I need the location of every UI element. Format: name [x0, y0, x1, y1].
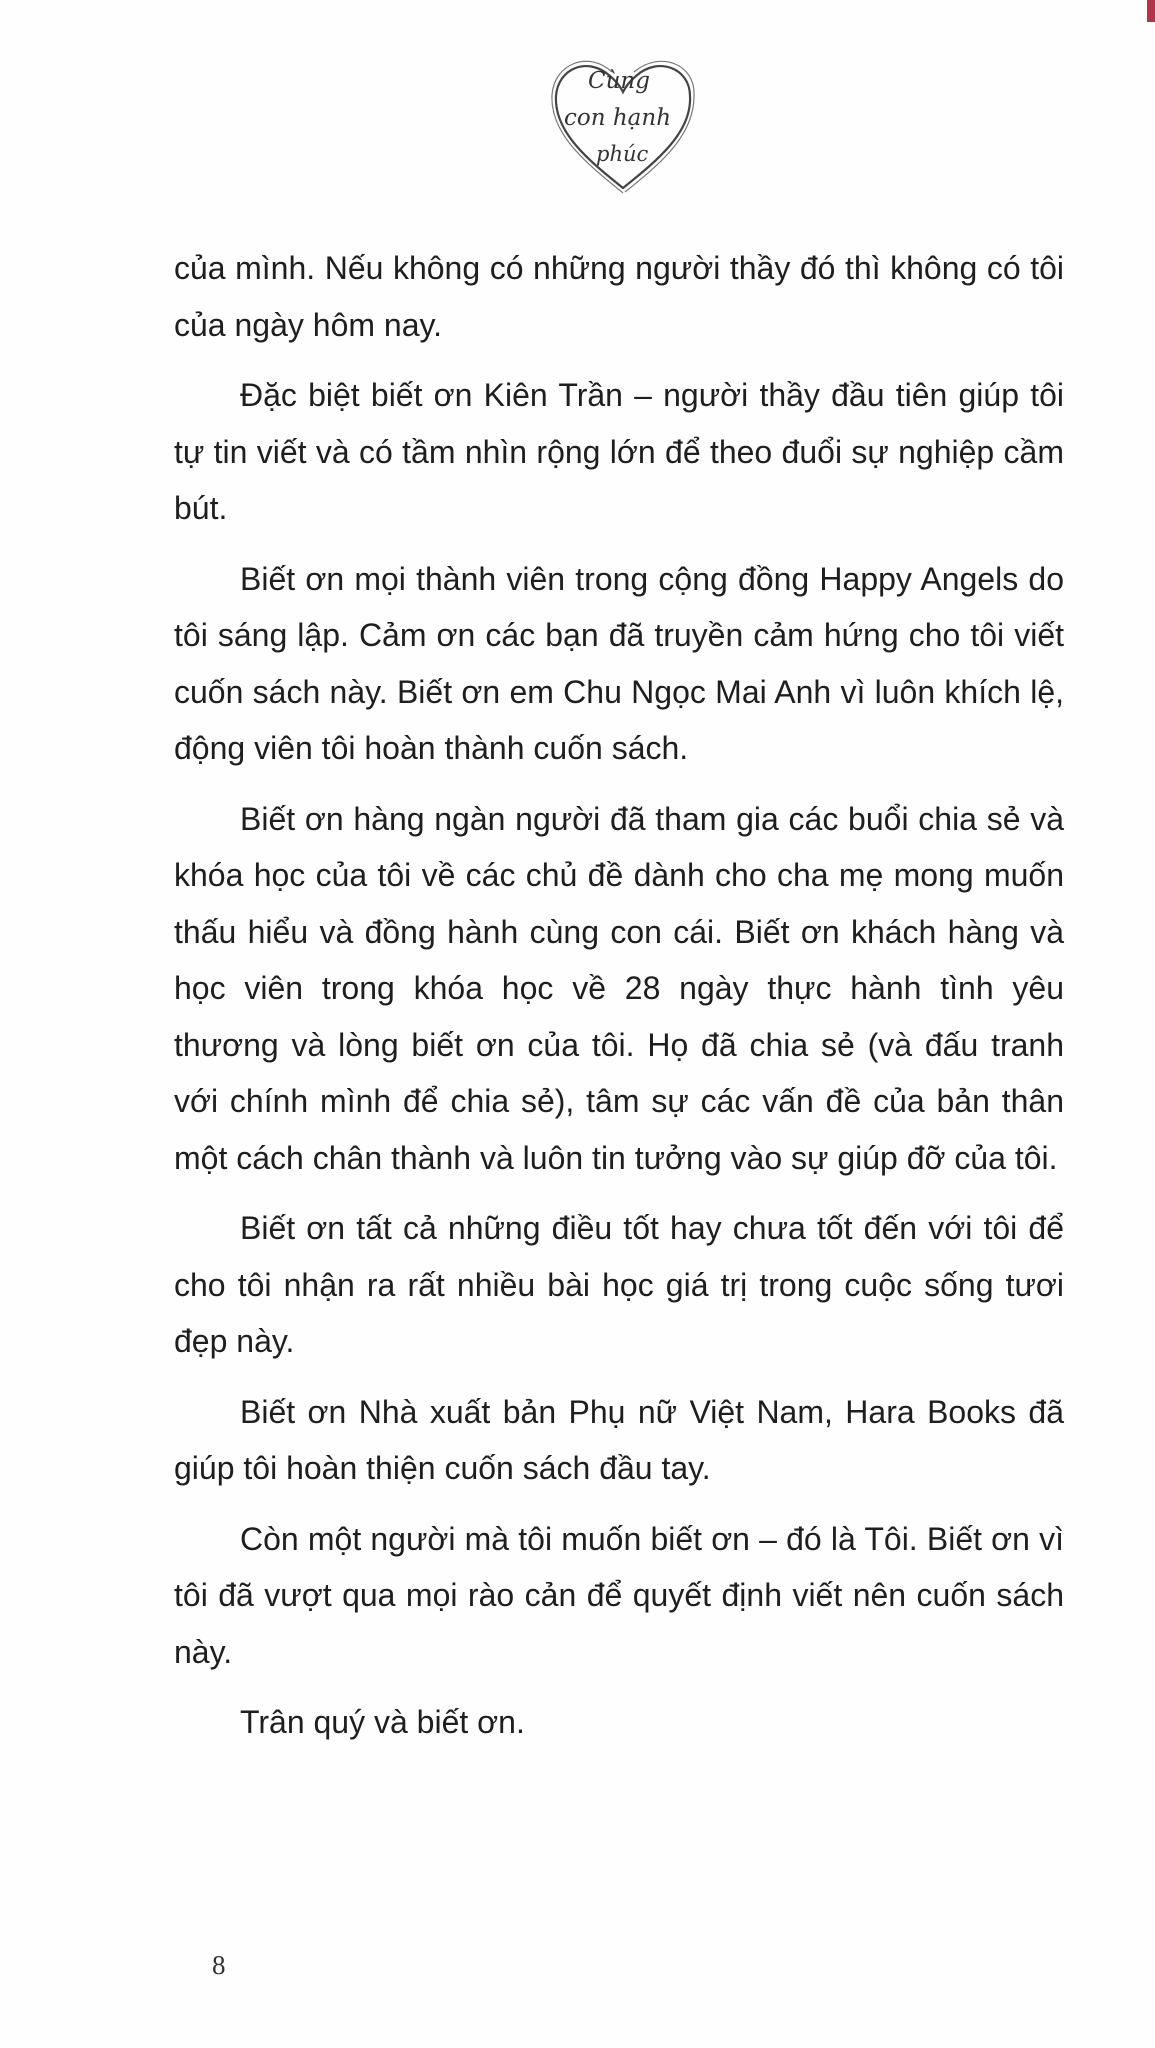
page-number: 8 — [212, 1950, 226, 1980]
paragraph-all-things: Biết ơn tất cả những điều tốt hay chưa tốt đến với tôi để cho tôi nhận ra rất nhiều bài học giá trị trong cuộc sống tươi đẹp này. — [174, 1210, 1064, 1359]
logo-text-line-2: con hạnh — [564, 105, 672, 131]
paragraph-myself: Còn một người mà tôi muốn biết ơn – đó là Tôi. Biết ơn vì tôi đã vượt qua mọi rào cản để quyết định viết nên cuốn sách này. — [174, 1520, 1064, 1670]
paragraph-closing: Trân quý và biết ơn. — [240, 1704, 525, 1740]
body-text — [174, 240, 1064, 1765]
paragraph-continued: của mình. Nếu không có những người thầy đó thì không có tôi của ngày hôm nay. — [174, 250, 1064, 343]
header-logo — [548, 50, 698, 200]
page-edge-mark — [1147, 0, 1155, 22]
paragraph-attendees: Biết ơn hàng ngàn người đã tham gia các buổi chia sẻ và khóa học của tôi về các chủ đề dành cho cha mẹ mong muốn thấu hiểu và đồng hành cùng con cái. Biết ơn khách hàng và học viên trong khóa học về 28 ngày thực hành tình yêu thương và lòng biết ơn của tôi. Họ đã chia sẻ (và đấu tranh với chính mình để chia sẻ), tâm sự các vấn đề của bản thân một cách chân thành và luôn tin tưởng vào sự giúp đỡ của tôi. — [174, 800, 1064, 1176]
logo-text-line-3: phúc — [596, 142, 649, 166]
paragraph-publisher: Biết ơn Nhà xuất bản Phụ nữ Việt Nam, Hara Books đã giúp tôi hoàn thiện cuốn sách đầu tay. — [174, 1393, 1064, 1486]
logo-text-line-1: Cùng — [588, 68, 650, 94]
paragraph-kien-tran: Đặc biệt biết ơn Kiên Trần – người thầy đầu tiên giúp tôi tự tin viết và có tầm nhìn rộng lớn để theo đuổi sự nghiệp cầm bút. — [174, 377, 1064, 526]
paragraph-happy-angels: Biết ơn mọi thành viên trong cộng đồng Happy Angels do tôi sáng lập. Cảm ơn các bạn đã truyền cảm hứng cho tôi viết cuốn sách này. Biết ơn em Chu Ngọc Mai Anh vì luôn khích lệ, động viên tôi hoàn thành cuốn sách. — [174, 560, 1064, 766]
